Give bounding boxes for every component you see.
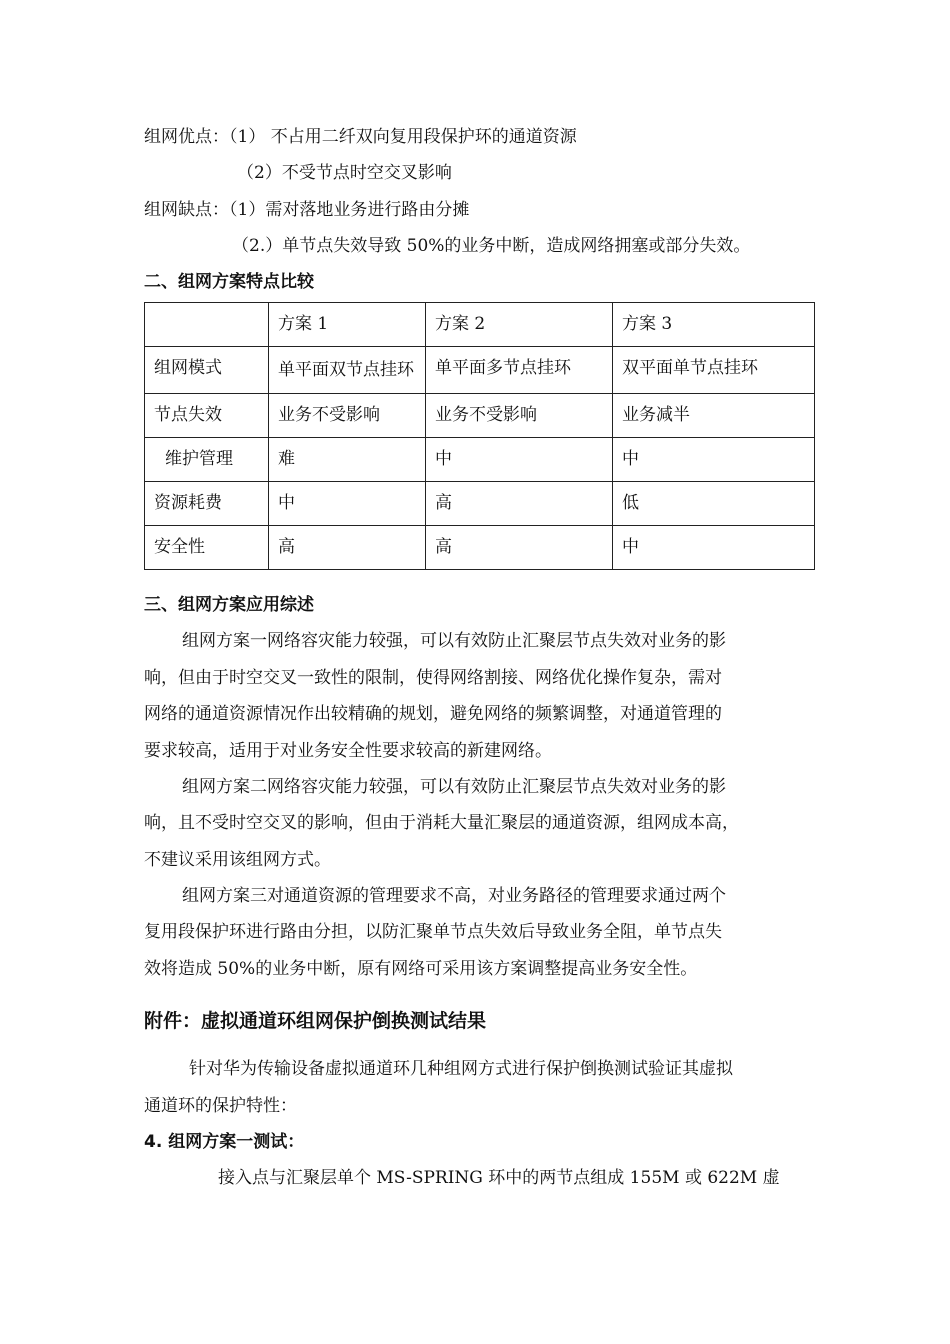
appendix-heading: 附件：虚拟通道环组网保护倒换测试结果 [144, 1010, 487, 1032]
table-cell: 组网模式 [145, 347, 269, 394]
table-cell: 业务不受影响 [269, 394, 426, 438]
disadvantages-item-1: （1）需对落地业务进行路由分摊 [229, 200, 470, 220]
para-3-line: 复用段保护环进行路由分担，以防汇聚单节点失效后导致业务全阻，单节点失 [144, 922, 722, 942]
table-cell: 中 [613, 526, 815, 570]
table-header-cell [145, 303, 269, 347]
para-3-line: 组网方案三对通道资源的管理要求不高，对业务路径的管理要求通过两个 [182, 886, 726, 906]
table-cell: 单平面双节点挂环 [269, 347, 426, 394]
table-header-row [145, 303, 815, 347]
test-line: 接入点与汇聚层单个 MS-SPRING 环中的两节点组成 155M 或 622M 虚 [218, 1168, 780, 1188]
table-cell: 资源耗费 [145, 482, 269, 526]
table-cell: 低 [613, 482, 815, 526]
disadvantages-item-2: （2.）单节点失效导致 50%的业务中断，造成网络拥塞或部分失效。 [232, 236, 751, 256]
advantages-label: 组网优点： [144, 127, 229, 147]
table-cell: 中 [426, 438, 613, 482]
para-2-line: 不建议采用该组网方式。 [144, 850, 331, 870]
table-row [145, 438, 815, 482]
table-row [145, 347, 815, 394]
table-cell: 维护管理 [145, 438, 269, 482]
table-cell: 高 [269, 526, 426, 570]
table-cell: 高 [426, 526, 613, 570]
para-2-line: 响，且不受时空交叉的影响，但由于消耗大量汇聚层的通道资源，组网成本高， [144, 813, 739, 833]
table-row [145, 394, 815, 438]
comparison-table [144, 302, 815, 570]
advantages-line-1 [144, 127, 577, 147]
para-1-line: 网络的通道资源情况作出较精确的规划，避免网络的频繁调整，对通道管理的 [144, 704, 722, 724]
para-3-line: 效将造成 50%的业务中断，原有网络可采用该方案调整提高业务安全性。 [144, 959, 698, 979]
appendix-intro-line: 通道环的保护特性： [144, 1096, 297, 1116]
table-cell: 安全性 [145, 526, 269, 570]
section-2-heading: 二、组网方案特点比较 [144, 272, 314, 292]
table-row [145, 526, 815, 570]
appendix-intro-line: 针对华为传输设备虚拟通道环几种组网方式进行保护倒换测试验证其虚拟 [189, 1059, 733, 1079]
table-header-cell: 方案 1 [269, 303, 426, 347]
table-cell: 中 [269, 482, 426, 526]
table-cell: 单平面多节点挂环 [426, 347, 613, 394]
para-1-line: 组网方案一网络容灾能力较强，可以有效防止汇聚层节点失效对业务的影 [182, 631, 726, 651]
table-cell: 难 [269, 438, 426, 482]
table-cell: 中 [613, 438, 815, 482]
test-heading: 4. 组网方案一测试： [144, 1132, 305, 1152]
table-header-cell: 方案 2 [426, 303, 613, 347]
table-cell: 业务减半 [613, 394, 815, 438]
table-row [145, 482, 815, 526]
table-header-cell: 方案 3 [613, 303, 815, 347]
disadvantages-line-1 [144, 200, 469, 220]
table-cell: 双平面单节点挂环 [613, 347, 815, 394]
table-cell: 高 [426, 482, 613, 526]
para-1-line: 响，但由于时空交叉一致性的限制，使得网络割接、网络优化操作复杂，需对 [144, 668, 722, 688]
disadvantages-label: 组网缺点： [144, 200, 229, 220]
advantages-item-2: （2）不受节点时空交叉影响 [237, 163, 452, 183]
advantages-item-1: （1） 不占用二纤双向复用段保护环的通道资源 [229, 127, 577, 147]
section-3-heading: 三、组网方案应用综述 [144, 595, 314, 615]
table-cell: 业务不受影响 [426, 394, 613, 438]
table-cell: 节点失效 [145, 394, 269, 438]
para-1-line: 要求较高，适用于对业务安全性要求较高的新建网络。 [144, 741, 552, 761]
para-2-line: 组网方案二网络容灾能力较强，可以有效防止汇聚层节点失效对业务的影 [182, 777, 726, 797]
